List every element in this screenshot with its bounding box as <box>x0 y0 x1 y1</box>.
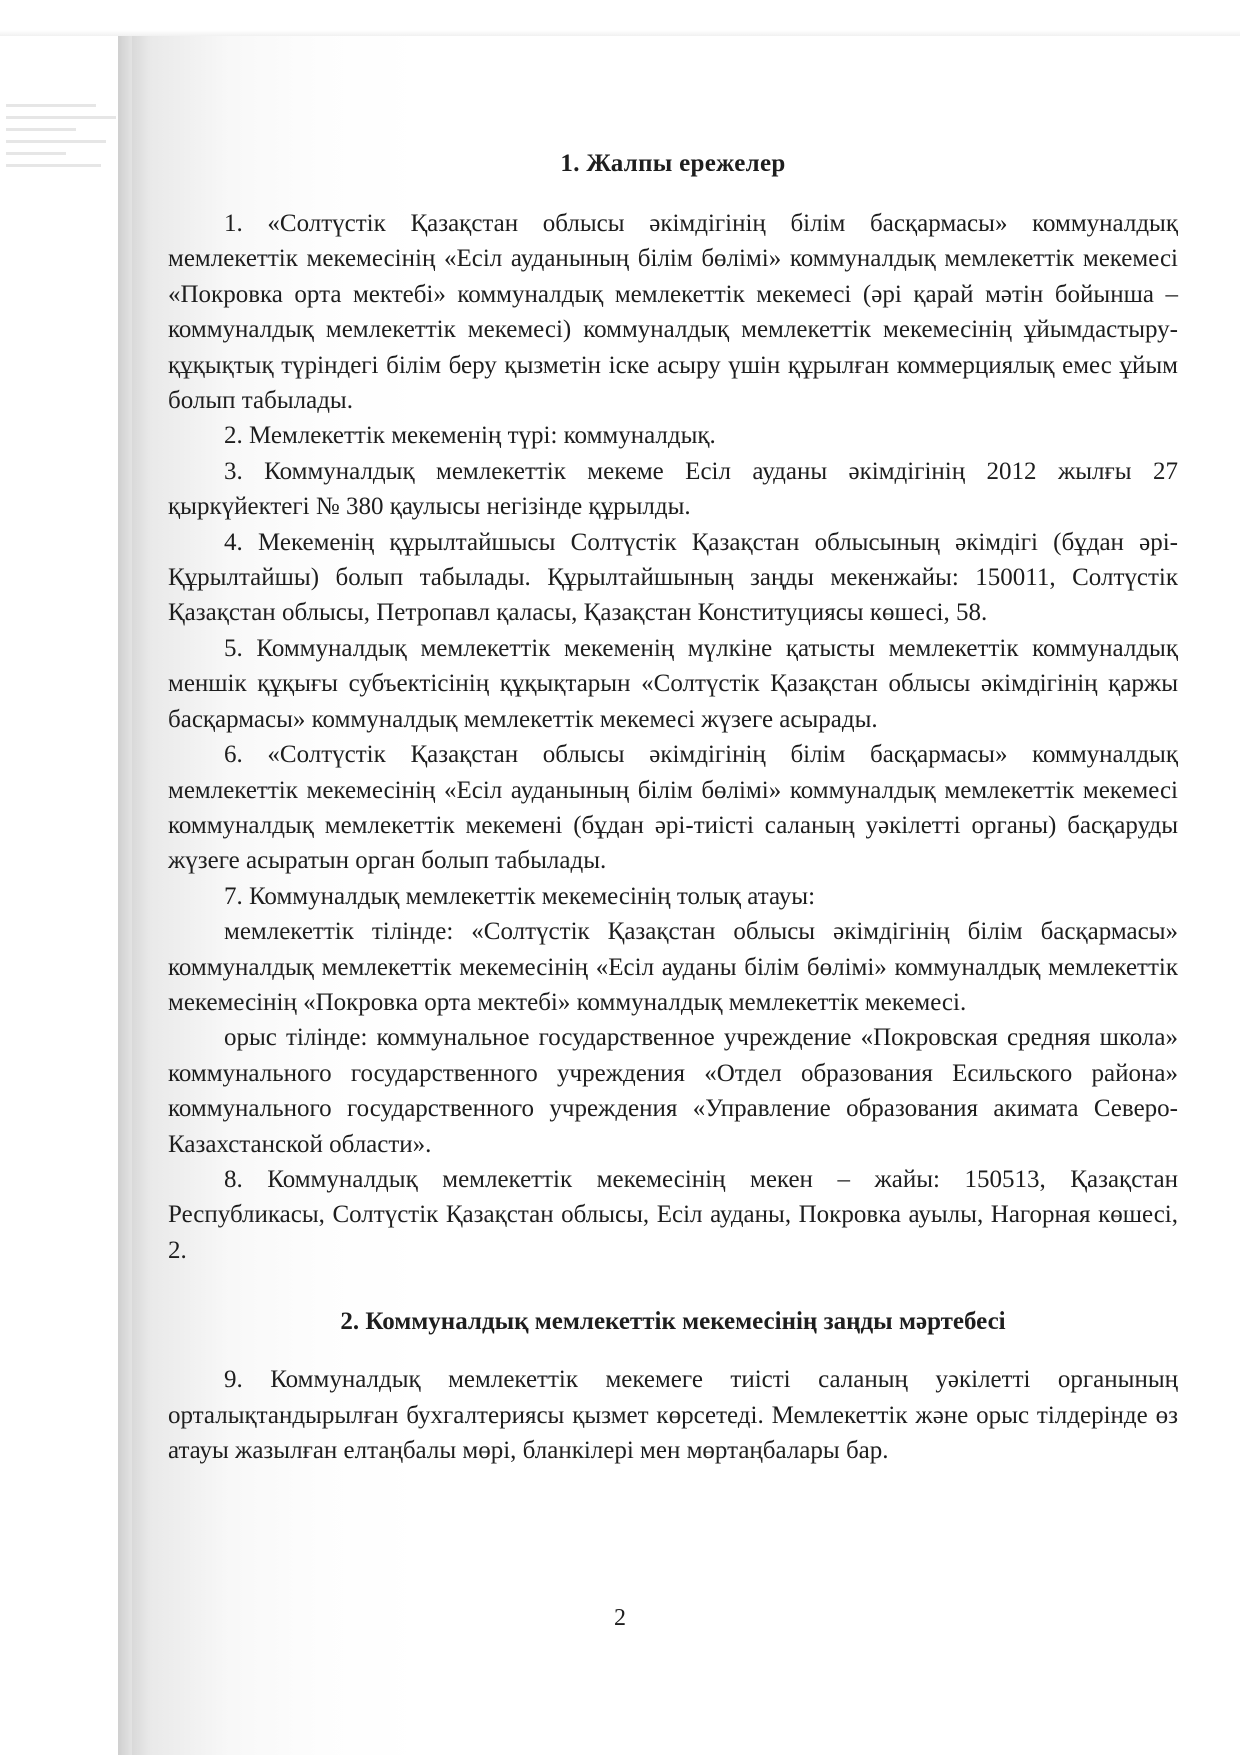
bleed-through-marks <box>0 95 140 295</box>
paragraph: орыс тілінде: коммунальное государственное учреждение «Покровская средняя школа» коммунального государственного учреждения «Отдел образования Есильского района» коммунального государственного учреждения «Управление образования акимата Северо-Казахстанской области». <box>168 1024 1178 1158</box>
paragraph: 7. Коммуналдық мемлекеттік мекемесінің толық атауы: <box>224 882 816 910</box>
paragraph: 1. «Солтүстік Қазақстан облысы әкімдігінің білім басқармасы» коммуналдық мемлекеттік мекемесінің «Есіл ауданының білім бөлімі» коммуналдық мемлекеттік мекемесі «Покровка орта мектебі» коммуналдық мемлекеттік мекемесі (әрі қарай мәтін бойынша – коммуналдық мемлекеттік мекемесі) коммуналдық мемлекеттік мекемесінің ұйымдастыру-құқықтық түріндегі білім беру қызметін іске асыру үшін құрылған коммерциялық емес ұйым болып табылады. <box>168 210 1178 415</box>
paragraph: мемлекеттік тілінде: «Солтүстік Қазақстан облысы әкімдігінің білім басқармасы» коммуналдық мемлекеттік мекемесінің «Есіл ауданы білім бөлімі» коммуналдық мемлекеттік мекемесінің «Покровка орта мектебі» коммуналдық мемлекеттік мекемесі. <box>168 918 1178 1016</box>
paragraph: 8. Коммуналдық мемлекеттік мекемесінің мекен – жайы: 150513, Қазақстан Республикасы, Солтүстік Қазақстан облысы, Есіл ауданы, Покровка ауылы, Нагорная көшесі, 2. <box>168 1165 1178 1264</box>
section-2-title: 2. Коммуналдық мемлекеттік мекемесінің заңды мәртебесі <box>340 1308 1006 1336</box>
scan-top-edge <box>0 0 1240 36</box>
paragraph: 2. Мемлекеттік мекеменің түрі: коммуналдық. <box>224 422 716 450</box>
paragraph: 5. Коммуналдық мемлекеттік мекеменің мүлкіне қатысты мемлекеттік коммуналдық меншік құқығы субъектісінің құқықтарын «Солтүстік Қазақстан облысы әкімдігінің қаржы басқармасы» коммуналдық мемлекеттік мекемесі жүзеге асырады. <box>168 634 1178 733</box>
paragraph: 6. «Солтүстік Қазақстан облысы әкімдігінің білім басқармасы» коммуналдық мемлекеттік мекемесінің «Есіл ауданының білім бөлімі» коммуналдық мемлекеттік мекемесі коммуналдық мемлекеттік мекемені (бұдан әрі-тиісті саланың уәкілетті органы) басқаруды жүзеге асыратын орган болып табылады. <box>168 741 1178 875</box>
document-body <box>168 150 1178 1468</box>
paragraph: 3. Коммуналдық мемлекеттік мекеме Есіл ауданы әкімдігінің 2012 жылғы 27 қыркүйектегі № 380 қаулысы негізінде құрылды. <box>168 457 1178 521</box>
section-1-title: 1. Жалпы ережелер <box>560 150 786 177</box>
paragraph: 4. Мекеменің құрылтайшысы Солтүстік Қазақстан облысының әкімдігі (бұдан әрі-Құрылтайшы) болып табылады. Құрылтайшының заңды мекенжайы: 150011, Солтүстік Қазақстан облысы, Петропавл қаласы, Қазақстан Конституциясы көшесі, 58. <box>168 528 1178 627</box>
section-2-body <box>168 1362 1178 1468</box>
page-number: 2 <box>614 1605 626 1631</box>
paragraph: 9. Коммуналдық мемлекеттік мекемеге тиісті саланың уәкілетті органының орталықтандырылған бухгалтериясы қызмет көрсетеді. Мемлекеттік және орыс тілдерінде өз атауы жазылған елтаңбалы мөрі, бланкілері мен мөртаңбалары бар. <box>168 1366 1178 1464</box>
section-1-body <box>168 206 1178 1268</box>
